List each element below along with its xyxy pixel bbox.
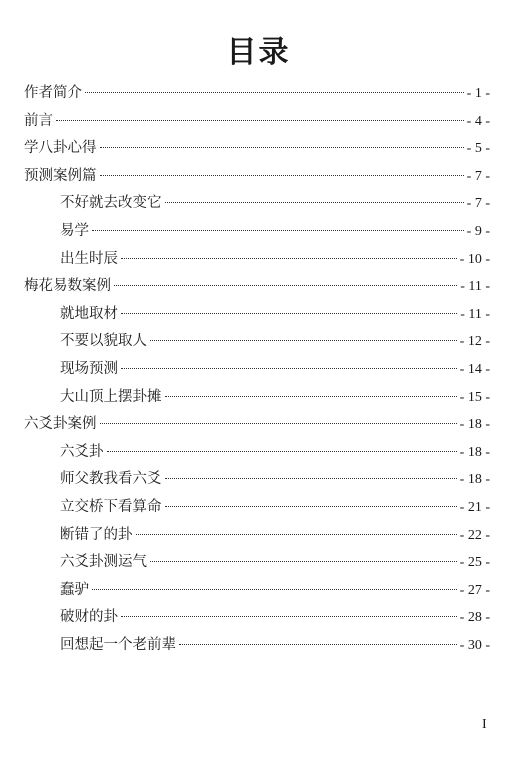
dot-leader	[121, 313, 457, 314]
dot-leader	[100, 147, 464, 148]
toc-entry[interactable]	[0, 276, 517, 296]
toc-entry-label: 断错了的卦	[60, 526, 133, 543]
toc-entry[interactable]	[0, 442, 517, 462]
toc-entry-page-number: - 7 -	[466, 168, 490, 184]
dot-leader	[150, 340, 457, 341]
toc-entry-page-number: - 4 -	[466, 113, 490, 129]
dot-leader	[165, 506, 457, 507]
toc-entry-label: 立交桥下看算命	[60, 499, 162, 515]
toc-entry[interactable]	[0, 83, 517, 103]
dot-leader	[100, 175, 464, 176]
toc-entry[interactable]	[0, 497, 517, 517]
dot-leader	[121, 368, 457, 369]
toc-entry[interactable]	[0, 387, 517, 407]
toc-entry[interactable]	[0, 359, 517, 379]
dot-leader	[85, 92, 464, 93]
dot-leader	[121, 258, 457, 259]
toc-entry-page-number: - 25 -	[459, 555, 490, 571]
toc-entry[interactable]	[0, 138, 517, 158]
dot-leader	[165, 202, 464, 203]
dot-leader	[121, 616, 457, 617]
toc-entry-label: 学八卦心得	[24, 140, 97, 157]
toc-entry[interactable]	[0, 552, 517, 572]
toc-entry[interactable]	[0, 331, 517, 351]
toc-entry-label: 现场预测	[60, 361, 118, 377]
dot-leader	[92, 230, 464, 231]
toc-entry[interactable]	[0, 635, 517, 655]
toc-entry-page-number: - 18 -	[459, 417, 490, 433]
toc-entry[interactable]	[0, 111, 517, 131]
toc-entry-page-number: - 11 -	[460, 279, 490, 295]
toc-entry[interactable]	[0, 469, 517, 489]
toc-entry-label: 大山顶上摆卦摊	[60, 388, 162, 405]
toc-entry-label: 梅花易数案例	[24, 278, 111, 295]
dot-leader	[56, 120, 464, 121]
dot-leader	[136, 534, 457, 535]
toc-entry-label: 蠢驴	[60, 581, 89, 598]
toc-entry-label: 六爻卦测运气	[60, 554, 147, 571]
toc-entry[interactable]	[0, 607, 517, 627]
toc-entry-label: 回想起一个老前辈	[60, 637, 176, 653]
toc-entry-label: 预测案例篇	[24, 167, 97, 184]
toc-entry-page-number: - 21 -	[459, 500, 490, 515]
dot-leader	[165, 396, 457, 397]
toc-entry-page-number: - 10 -	[459, 251, 490, 267]
toc-entry-label: 易学	[60, 223, 89, 239]
toc-entry-label: 不要以貌取人	[60, 333, 147, 350]
page-title: 目录	[226, 35, 291, 70]
toc-entry-label: 出生时辰	[60, 250, 118, 267]
dot-leader	[100, 423, 457, 424]
toc-entry-page-number: - 9 -	[466, 224, 490, 239]
page-folio: I	[482, 717, 487, 732]
toc-entry-label: 不好就去改变它	[60, 195, 162, 212]
toc-entry-page-number: - 18 -	[459, 444, 490, 460]
toc-entry-page-number: - 14 -	[459, 362, 490, 377]
toc-entry[interactable]	[0, 304, 517, 324]
toc-entry-label: 作者简介	[24, 85, 82, 101]
dot-leader	[107, 451, 457, 452]
toc-entry-page-number: - 15 -	[459, 389, 490, 405]
toc-entry-label: 六爻卦案例	[24, 416, 97, 433]
toc-entry-page-number: - 22 -	[459, 527, 490, 543]
toc-entry-label: 师父教我看六爻	[60, 471, 162, 488]
dot-leader	[150, 561, 457, 562]
toc-entry[interactable]	[0, 414, 517, 434]
toc-entry-page-number: - 5 -	[466, 141, 490, 157]
toc-entry-label: 就地取材	[60, 305, 118, 322]
toc-entry[interactable]	[0, 580, 517, 600]
toc-entry-page-number: - 28 -	[459, 610, 490, 626]
toc-entry-page-number: - 30 -	[459, 638, 490, 653]
toc-entry-label: 破财的卦	[60, 609, 118, 626]
toc-entry[interactable]	[0, 525, 517, 545]
toc-entry-label: 前言	[24, 112, 53, 129]
toc-entry[interactable]	[0, 249, 517, 269]
toc-entry-page-number: - 1 -	[466, 86, 490, 101]
toc-entry[interactable]	[0, 166, 517, 186]
toc-entry[interactable]	[0, 193, 517, 213]
toc-entry-label: 六爻卦	[60, 443, 104, 460]
toc-entry-page-number: - 27 -	[459, 582, 490, 598]
dot-leader	[92, 589, 457, 590]
toc-entry-page-number: - 12 -	[459, 334, 490, 350]
dot-leader	[165, 478, 457, 479]
dot-leader	[179, 644, 457, 645]
toc-entry-page-number: - 11 -	[460, 306, 490, 322]
toc-entry-page-number: - 7 -	[466, 196, 490, 212]
toc-entry[interactable]	[0, 221, 517, 241]
dot-leader	[114, 285, 457, 286]
toc-entry-page-number: - 18 -	[459, 472, 490, 488]
